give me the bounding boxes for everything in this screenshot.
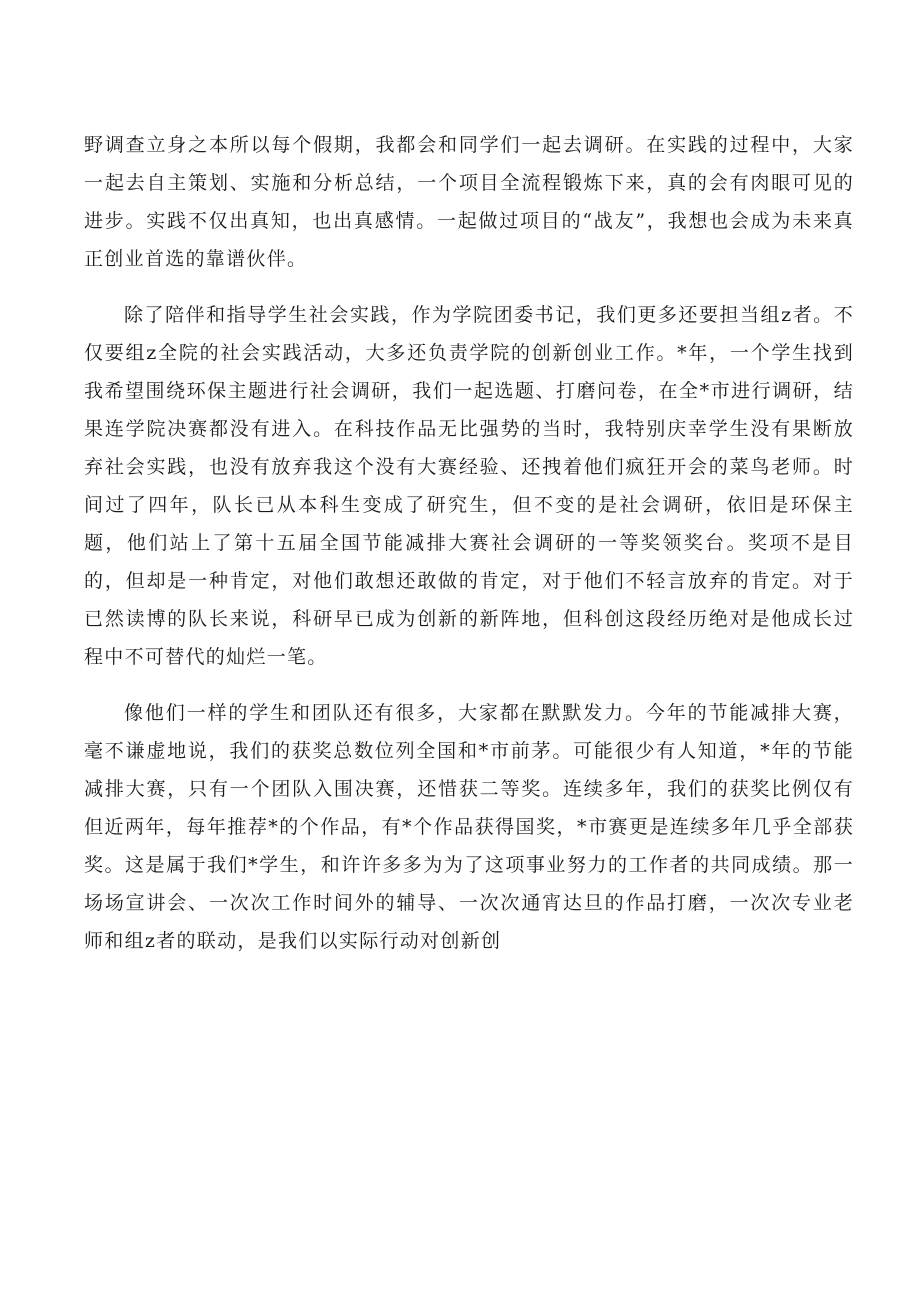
paragraph-student-practice: 除了陪伴和指导学生社会实践，作为学院团委书记，我们更多还要担当组z者。不仅要组z全院的社会实践活动，大多还负责学院的创新创业工作。*年，一个学生找到我希望围绕环保主题进行社会调研，我们一起选题、打磨问卷，在全*市进行调研，结果连学院决赛都没有进入。在科技作品无比强势的当时，我特别庆幸学生没有果断放弃社会实践，也没有放弃我这个没有大赛经验、还拽着他们疯狂开会的菜鸟老师。时间过了四年，队长已从本科生变成了研究生，但不变的是社会调研，依旧是环保主题，他们站上了第十五届全国节能减排大赛社会调研的一等奖领奖台。奖项不是目的，但却是一种肯定，对他们敢想还敢做的肯定，对于他们不轻言放弃的肯定。对于已然读博的队长来说，科研早已成为创新的新阵地，但科创这段经历绝对是他成长过程中不可替代的灿烂一笔。 bbox=[84, 304, 854, 668]
document-body bbox=[84, 126, 854, 960]
paragraph-continuation: 野调查立身之本所以每个假期，我都会和同学们一起去调研。在实践的过程中，大家一起去自主策划、实施和分析总结，一个项目全流程锻炼下来，真的会有肉眼可见的进步。实践不仅出真知，也出真感情。一起做过项目的“战友”，我想也会成为未来真正创业首选的靠谱伙伴。 bbox=[84, 134, 854, 270]
paragraph-team-achievements: 像他们一样的学生和团队还有很多，大家都在默默发力。今年的节能减排大赛，毫不谦虚地说，我们的获奖总数位列全国和*市前茅。可能很少有人知道，*年的节能减排大赛，只有一个团队入围决赛，还惜获二等奖。连续多年，我们的获奖比例仅有但近两年，每年推荐*的个作品，有*个作品获得国奖，*市赛更是连续多年几乎全部获奖。这是属于我们*学生，和许许多多为为了这项事业努力的工作者的共同成绩。那一场场宣讲会、一次次工作时间外的辅导、一次次通宵达旦的作品打磨，一次次专业老师和组z者的联动，是我们以实际行动对创新创 bbox=[84, 702, 854, 952]
